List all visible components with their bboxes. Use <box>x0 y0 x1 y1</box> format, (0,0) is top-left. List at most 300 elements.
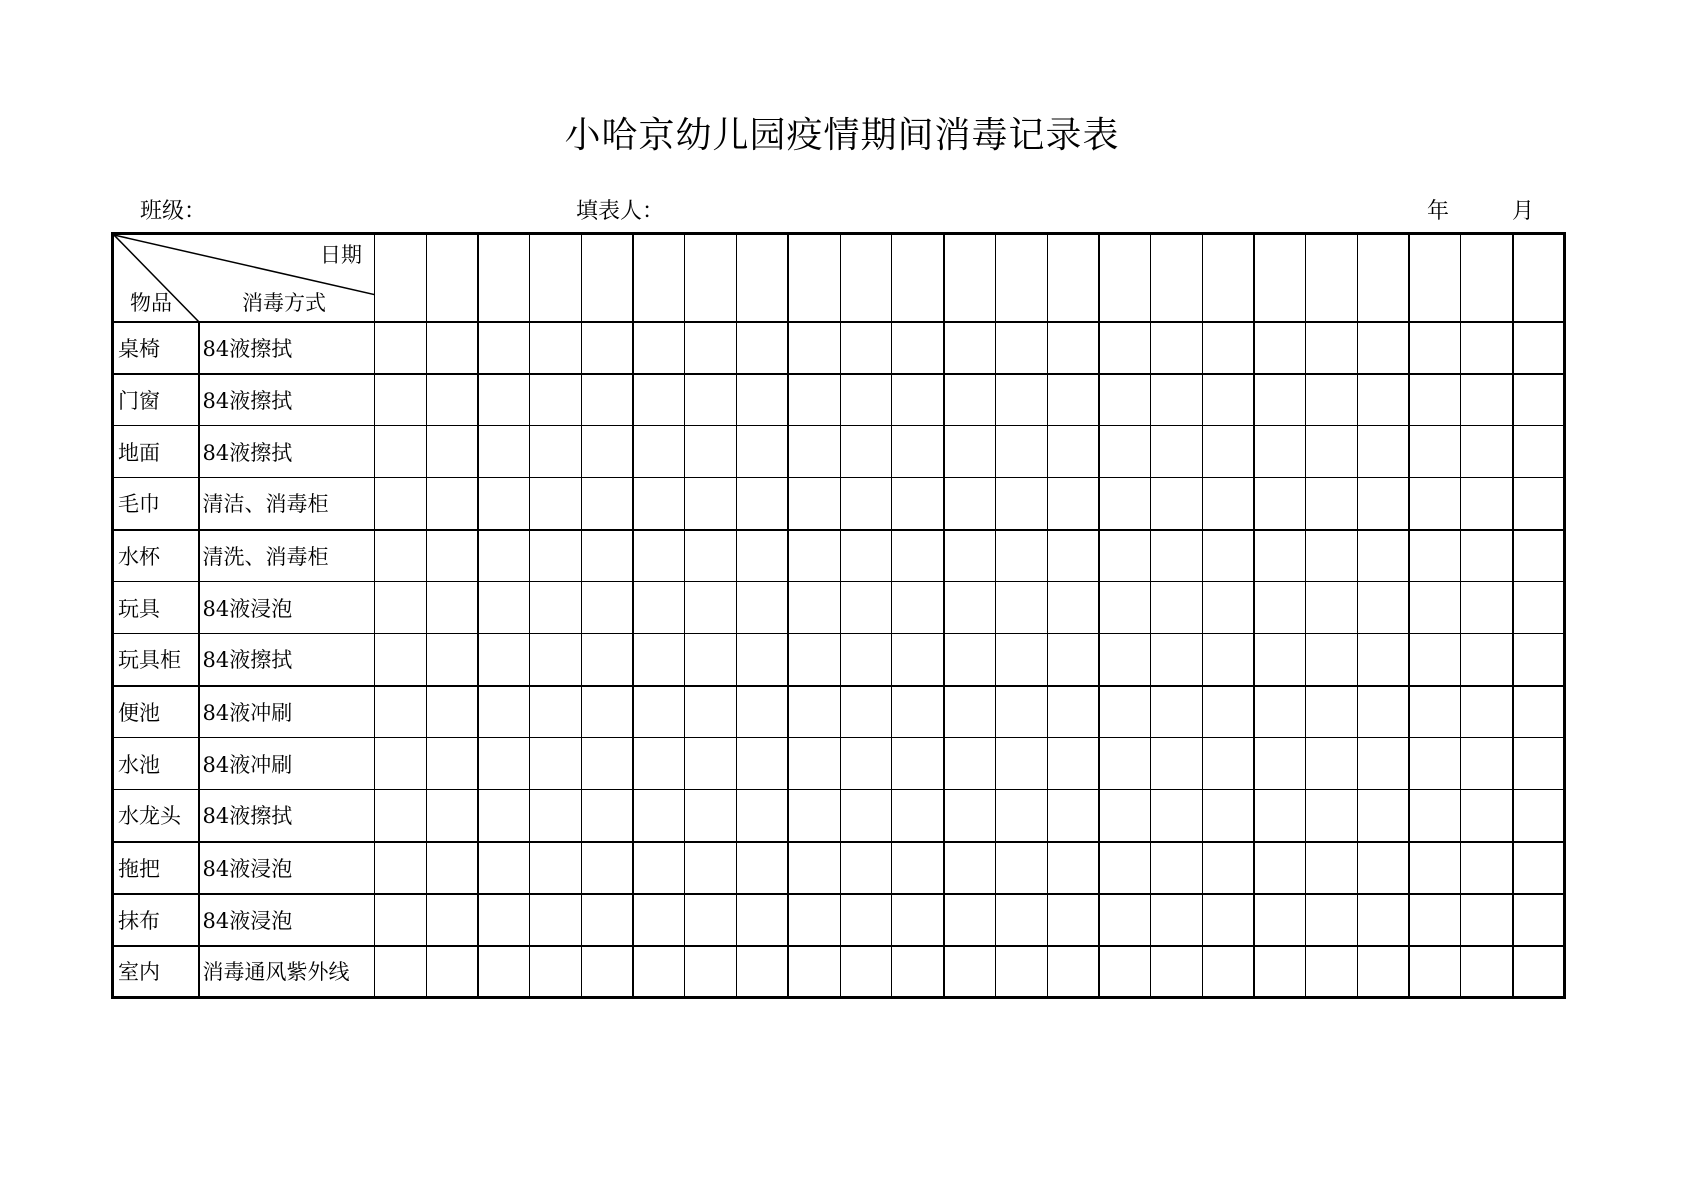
record-cell[interactable] <box>1202 582 1254 634</box>
record-cell[interactable] <box>1099 582 1151 634</box>
record-cell[interactable] <box>633 894 685 946</box>
record-cell[interactable] <box>1254 894 1306 946</box>
record-cell[interactable] <box>375 686 427 738</box>
record-cell[interactable] <box>530 634 582 686</box>
record-cell[interactable] <box>1047 894 1099 946</box>
record-cell[interactable] <box>478 686 530 738</box>
record-cell[interactable] <box>1306 738 1358 790</box>
record-cell[interactable] <box>788 842 840 894</box>
record-cell[interactable] <box>1202 686 1254 738</box>
record-cell[interactable] <box>1409 582 1461 634</box>
record-cell[interactable] <box>1047 374 1099 426</box>
record-cell[interactable] <box>581 842 633 894</box>
record-cell[interactable] <box>426 738 478 790</box>
record-cell[interactable] <box>1357 634 1409 686</box>
record-cell[interactable] <box>1151 842 1203 894</box>
record-cell[interactable] <box>1409 322 1461 374</box>
record-cell[interactable] <box>375 894 427 946</box>
record-cell[interactable] <box>530 322 582 374</box>
record-cell[interactable] <box>892 634 944 686</box>
record-cell[interactable] <box>1409 894 1461 946</box>
record-cell[interactable] <box>1513 790 1565 842</box>
record-cell[interactable] <box>478 790 530 842</box>
record-cell[interactable] <box>944 894 996 946</box>
record-cell[interactable] <box>1151 322 1203 374</box>
record-cell[interactable] <box>375 634 427 686</box>
record-cell[interactable] <box>737 790 789 842</box>
record-cell[interactable] <box>1306 322 1358 374</box>
record-cell[interactable] <box>1461 634 1513 686</box>
record-cell[interactable] <box>788 426 840 478</box>
date-header-cell[interactable] <box>426 234 478 322</box>
record-cell[interactable] <box>995 374 1047 426</box>
record-cell[interactable] <box>892 582 944 634</box>
record-cell[interactable] <box>426 842 478 894</box>
record-cell[interactable] <box>1202 478 1254 530</box>
record-cell[interactable] <box>788 374 840 426</box>
record-cell[interactable] <box>840 894 892 946</box>
record-cell[interactable] <box>1047 322 1099 374</box>
record-cell[interactable] <box>892 478 944 530</box>
record-cell[interactable] <box>685 322 737 374</box>
record-cell[interactable] <box>840 426 892 478</box>
record-cell[interactable] <box>788 478 840 530</box>
record-cell[interactable] <box>1513 426 1565 478</box>
date-header-cell[interactable] <box>737 234 789 322</box>
record-cell[interactable] <box>1461 478 1513 530</box>
record-cell[interactable] <box>375 374 427 426</box>
record-cell[interactable] <box>1409 946 1461 998</box>
record-cell[interactable] <box>1254 322 1306 374</box>
record-cell[interactable] <box>530 842 582 894</box>
record-cell[interactable] <box>1047 634 1099 686</box>
record-cell[interactable] <box>737 738 789 790</box>
record-cell[interactable] <box>581 634 633 686</box>
record-cell[interactable] <box>944 946 996 998</box>
date-header-cell[interactable] <box>1151 234 1203 322</box>
record-cell[interactable] <box>1306 946 1358 998</box>
record-cell[interactable] <box>995 322 1047 374</box>
record-cell[interactable] <box>995 582 1047 634</box>
record-cell[interactable] <box>1409 738 1461 790</box>
record-cell[interactable] <box>944 582 996 634</box>
record-cell[interactable] <box>1151 686 1203 738</box>
record-cell[interactable] <box>1254 790 1306 842</box>
record-cell[interactable] <box>1306 894 1358 946</box>
record-cell[interactable] <box>1409 530 1461 582</box>
record-cell[interactable] <box>1306 530 1358 582</box>
record-cell[interactable] <box>788 322 840 374</box>
record-cell[interactable] <box>426 478 478 530</box>
record-cell[interactable] <box>1151 634 1203 686</box>
date-header-cell[interactable] <box>530 234 582 322</box>
record-cell[interactable] <box>478 530 530 582</box>
record-cell[interactable] <box>1254 842 1306 894</box>
record-cell[interactable] <box>944 322 996 374</box>
record-cell[interactable] <box>1409 842 1461 894</box>
date-header-cell[interactable] <box>892 234 944 322</box>
record-cell[interactable] <box>1151 374 1203 426</box>
record-cell[interactable] <box>426 582 478 634</box>
record-cell[interactable] <box>1047 686 1099 738</box>
record-cell[interactable] <box>581 426 633 478</box>
record-cell[interactable] <box>892 790 944 842</box>
record-cell[interactable] <box>375 842 427 894</box>
record-cell[interactable] <box>685 530 737 582</box>
record-cell[interactable] <box>995 738 1047 790</box>
record-cell[interactable] <box>478 842 530 894</box>
record-cell[interactable] <box>840 634 892 686</box>
date-header-cell[interactable] <box>1461 234 1513 322</box>
record-cell[interactable] <box>1461 790 1513 842</box>
record-cell[interactable] <box>633 322 685 374</box>
record-cell[interactable] <box>633 374 685 426</box>
record-cell[interactable] <box>1461 686 1513 738</box>
record-cell[interactable] <box>581 478 633 530</box>
record-cell[interactable] <box>944 790 996 842</box>
record-cell[interactable] <box>1047 946 1099 998</box>
date-header-cell[interactable] <box>1099 234 1151 322</box>
record-cell[interactable] <box>633 426 685 478</box>
record-cell[interactable] <box>944 374 996 426</box>
record-cell[interactable] <box>1513 582 1565 634</box>
record-cell[interactable] <box>1254 738 1306 790</box>
record-cell[interactable] <box>995 686 1047 738</box>
record-cell[interactable] <box>1254 530 1306 582</box>
record-cell[interactable] <box>375 946 427 998</box>
record-cell[interactable] <box>1461 530 1513 582</box>
record-cell[interactable] <box>1151 790 1203 842</box>
record-cell[interactable] <box>892 426 944 478</box>
record-cell[interactable] <box>685 946 737 998</box>
record-cell[interactable] <box>1357 686 1409 738</box>
record-cell[interactable] <box>1461 374 1513 426</box>
record-cell[interactable] <box>840 582 892 634</box>
record-cell[interactable] <box>1099 530 1151 582</box>
record-cell[interactable] <box>685 738 737 790</box>
record-cell[interactable] <box>633 478 685 530</box>
record-cell[interactable] <box>1306 426 1358 478</box>
record-cell[interactable] <box>788 946 840 998</box>
record-cell[interactable] <box>530 790 582 842</box>
record-cell[interactable] <box>1357 530 1409 582</box>
record-cell[interactable] <box>426 634 478 686</box>
record-cell[interactable] <box>633 738 685 790</box>
record-cell[interactable] <box>685 426 737 478</box>
record-cell[interactable] <box>788 894 840 946</box>
record-cell[interactable] <box>892 894 944 946</box>
record-cell[interactable] <box>478 738 530 790</box>
record-cell[interactable] <box>1202 426 1254 478</box>
record-cell[interactable] <box>1409 686 1461 738</box>
date-header-cell[interactable] <box>581 234 633 322</box>
record-cell[interactable] <box>1099 790 1151 842</box>
date-header-cell[interactable] <box>1202 234 1254 322</box>
record-cell[interactable] <box>375 738 427 790</box>
date-header-cell[interactable] <box>685 234 737 322</box>
record-cell[interactable] <box>1306 842 1358 894</box>
record-cell[interactable] <box>1099 426 1151 478</box>
record-cell[interactable] <box>892 374 944 426</box>
record-cell[interactable] <box>581 946 633 998</box>
record-cell[interactable] <box>892 946 944 998</box>
record-cell[interactable] <box>581 738 633 790</box>
record-cell[interactable] <box>1461 842 1513 894</box>
record-cell[interactable] <box>1513 738 1565 790</box>
record-cell[interactable] <box>1461 322 1513 374</box>
record-cell[interactable] <box>995 530 1047 582</box>
record-cell[interactable] <box>1099 946 1151 998</box>
record-cell[interactable] <box>1409 478 1461 530</box>
record-cell[interactable] <box>892 530 944 582</box>
record-cell[interactable] <box>1099 686 1151 738</box>
record-cell[interactable] <box>478 322 530 374</box>
record-cell[interactable] <box>478 582 530 634</box>
record-cell[interactable] <box>1409 374 1461 426</box>
record-cell[interactable] <box>1461 426 1513 478</box>
record-cell[interactable] <box>1357 582 1409 634</box>
date-header-cell[interactable] <box>375 234 427 322</box>
date-header-cell[interactable] <box>478 234 530 322</box>
record-cell[interactable] <box>1151 738 1203 790</box>
record-cell[interactable] <box>633 686 685 738</box>
date-header-cell[interactable] <box>1513 234 1565 322</box>
record-cell[interactable] <box>995 790 1047 842</box>
date-header-cell[interactable] <box>1254 234 1306 322</box>
record-cell[interactable] <box>1357 426 1409 478</box>
record-cell[interactable] <box>1461 894 1513 946</box>
record-cell[interactable] <box>737 374 789 426</box>
date-header-cell[interactable] <box>944 234 996 322</box>
record-cell[interactable] <box>530 426 582 478</box>
record-cell[interactable] <box>426 322 478 374</box>
record-cell[interactable] <box>581 686 633 738</box>
record-cell[interactable] <box>1306 374 1358 426</box>
record-cell[interactable] <box>633 842 685 894</box>
record-cell[interactable] <box>426 894 478 946</box>
record-cell[interactable] <box>840 530 892 582</box>
record-cell[interactable] <box>1099 322 1151 374</box>
record-cell[interactable] <box>1357 478 1409 530</box>
record-cell[interactable] <box>478 634 530 686</box>
record-cell[interactable] <box>788 582 840 634</box>
record-cell[interactable] <box>944 842 996 894</box>
record-cell[interactable] <box>1513 322 1565 374</box>
record-cell[interactable] <box>633 790 685 842</box>
record-cell[interactable] <box>375 530 427 582</box>
record-cell[interactable] <box>633 634 685 686</box>
record-cell[interactable] <box>1513 946 1565 998</box>
record-cell[interactable] <box>426 790 478 842</box>
record-cell[interactable] <box>1202 738 1254 790</box>
record-cell[interactable] <box>633 946 685 998</box>
record-cell[interactable] <box>1151 530 1203 582</box>
record-cell[interactable] <box>737 478 789 530</box>
record-cell[interactable] <box>1306 686 1358 738</box>
record-cell[interactable] <box>581 530 633 582</box>
record-cell[interactable] <box>737 634 789 686</box>
record-cell[interactable] <box>788 634 840 686</box>
record-cell[interactable] <box>375 582 427 634</box>
record-cell[interactable] <box>1099 374 1151 426</box>
record-cell[interactable] <box>478 478 530 530</box>
record-cell[interactable] <box>840 842 892 894</box>
record-cell[interactable] <box>1306 634 1358 686</box>
record-cell[interactable] <box>737 686 789 738</box>
record-cell[interactable] <box>840 322 892 374</box>
record-cell[interactable] <box>375 426 427 478</box>
record-cell[interactable] <box>530 894 582 946</box>
record-cell[interactable] <box>1202 842 1254 894</box>
record-cell[interactable] <box>1047 530 1099 582</box>
record-cell[interactable] <box>685 686 737 738</box>
record-cell[interactable] <box>995 426 1047 478</box>
date-header-cell[interactable] <box>633 234 685 322</box>
record-cell[interactable] <box>840 790 892 842</box>
record-cell[interactable] <box>1306 582 1358 634</box>
record-cell[interactable] <box>944 530 996 582</box>
record-cell[interactable] <box>1409 790 1461 842</box>
record-cell[interactable] <box>1047 790 1099 842</box>
record-cell[interactable] <box>788 790 840 842</box>
record-cell[interactable] <box>892 322 944 374</box>
record-cell[interactable] <box>581 582 633 634</box>
record-cell[interactable] <box>1047 738 1099 790</box>
record-cell[interactable] <box>426 426 478 478</box>
record-cell[interactable] <box>530 530 582 582</box>
record-cell[interactable] <box>1202 894 1254 946</box>
record-cell[interactable] <box>581 374 633 426</box>
record-cell[interactable] <box>1357 894 1409 946</box>
record-cell[interactable] <box>840 478 892 530</box>
record-cell[interactable] <box>995 946 1047 998</box>
record-cell[interactable] <box>478 426 530 478</box>
record-cell[interactable] <box>685 790 737 842</box>
record-cell[interactable] <box>1202 530 1254 582</box>
record-cell[interactable] <box>788 738 840 790</box>
record-cell[interactable] <box>1202 790 1254 842</box>
record-cell[interactable] <box>1047 582 1099 634</box>
record-cell[interactable] <box>1357 738 1409 790</box>
record-cell[interactable] <box>1099 894 1151 946</box>
record-cell[interactable] <box>685 478 737 530</box>
record-cell[interactable] <box>1202 322 1254 374</box>
record-cell[interactable] <box>1099 478 1151 530</box>
record-cell[interactable] <box>375 478 427 530</box>
record-cell[interactable] <box>944 686 996 738</box>
record-cell[interactable] <box>1254 582 1306 634</box>
record-cell[interactable] <box>685 894 737 946</box>
date-header-cell[interactable] <box>1306 234 1358 322</box>
record-cell[interactable] <box>1513 478 1565 530</box>
record-cell[interactable] <box>685 634 737 686</box>
record-cell[interactable] <box>1409 426 1461 478</box>
record-cell[interactable] <box>633 582 685 634</box>
record-cell[interactable] <box>892 842 944 894</box>
record-cell[interactable] <box>788 530 840 582</box>
record-cell[interactable] <box>840 946 892 998</box>
record-cell[interactable] <box>478 894 530 946</box>
record-cell[interactable] <box>1254 478 1306 530</box>
record-cell[interactable] <box>1151 894 1203 946</box>
record-cell[interactable] <box>530 374 582 426</box>
record-cell[interactable] <box>1151 478 1203 530</box>
record-cell[interactable] <box>1099 842 1151 894</box>
record-cell[interactable] <box>375 790 427 842</box>
record-cell[interactable] <box>840 686 892 738</box>
record-cell[interactable] <box>1357 374 1409 426</box>
record-cell[interactable] <box>1151 582 1203 634</box>
record-cell[interactable] <box>840 374 892 426</box>
record-cell[interactable] <box>581 894 633 946</box>
date-header-cell[interactable] <box>995 234 1047 322</box>
record-cell[interactable] <box>1047 842 1099 894</box>
record-cell[interactable] <box>1461 946 1513 998</box>
record-cell[interactable] <box>1513 686 1565 738</box>
record-cell[interactable] <box>1254 426 1306 478</box>
record-cell[interactable] <box>1099 634 1151 686</box>
record-cell[interactable] <box>1254 946 1306 998</box>
record-cell[interactable] <box>426 530 478 582</box>
date-header-cell[interactable] <box>788 234 840 322</box>
record-cell[interactable] <box>737 582 789 634</box>
record-cell[interactable] <box>581 790 633 842</box>
record-cell[interactable] <box>995 894 1047 946</box>
record-cell[interactable] <box>1254 686 1306 738</box>
record-cell[interactable] <box>685 582 737 634</box>
record-cell[interactable] <box>737 530 789 582</box>
record-cell[interactable] <box>737 322 789 374</box>
record-cell[interactable] <box>1047 426 1099 478</box>
record-cell[interactable] <box>685 842 737 894</box>
date-header-cell[interactable] <box>1409 234 1461 322</box>
record-cell[interactable] <box>1513 374 1565 426</box>
record-cell[interactable] <box>737 426 789 478</box>
record-cell[interactable] <box>737 946 789 998</box>
record-cell[interactable] <box>1254 374 1306 426</box>
date-header-cell[interactable] <box>840 234 892 322</box>
record-cell[interactable] <box>1151 946 1203 998</box>
date-header-cell[interactable] <box>1047 234 1099 322</box>
record-cell[interactable] <box>995 478 1047 530</box>
record-cell[interactable] <box>1306 790 1358 842</box>
record-cell[interactable] <box>1461 582 1513 634</box>
record-cell[interactable] <box>1513 842 1565 894</box>
record-cell[interactable] <box>1202 634 1254 686</box>
record-cell[interactable] <box>1357 946 1409 998</box>
record-cell[interactable] <box>426 686 478 738</box>
record-cell[interactable] <box>892 738 944 790</box>
record-cell[interactable] <box>1202 946 1254 998</box>
record-cell[interactable] <box>530 582 582 634</box>
record-cell[interactable] <box>840 738 892 790</box>
date-header-cell[interactable] <box>1357 234 1409 322</box>
record-cell[interactable] <box>1306 478 1358 530</box>
record-cell[interactable] <box>1357 322 1409 374</box>
record-cell[interactable] <box>944 426 996 478</box>
record-cell[interactable] <box>581 322 633 374</box>
record-cell[interactable] <box>788 686 840 738</box>
record-cell[interactable] <box>1202 374 1254 426</box>
record-cell[interactable] <box>1151 426 1203 478</box>
record-cell[interactable] <box>944 634 996 686</box>
record-cell[interactable] <box>737 894 789 946</box>
record-cell[interactable] <box>1357 790 1409 842</box>
record-cell[interactable] <box>1047 478 1099 530</box>
record-cell[interactable] <box>633 530 685 582</box>
record-cell[interactable] <box>530 738 582 790</box>
record-cell[interactable] <box>1254 634 1306 686</box>
